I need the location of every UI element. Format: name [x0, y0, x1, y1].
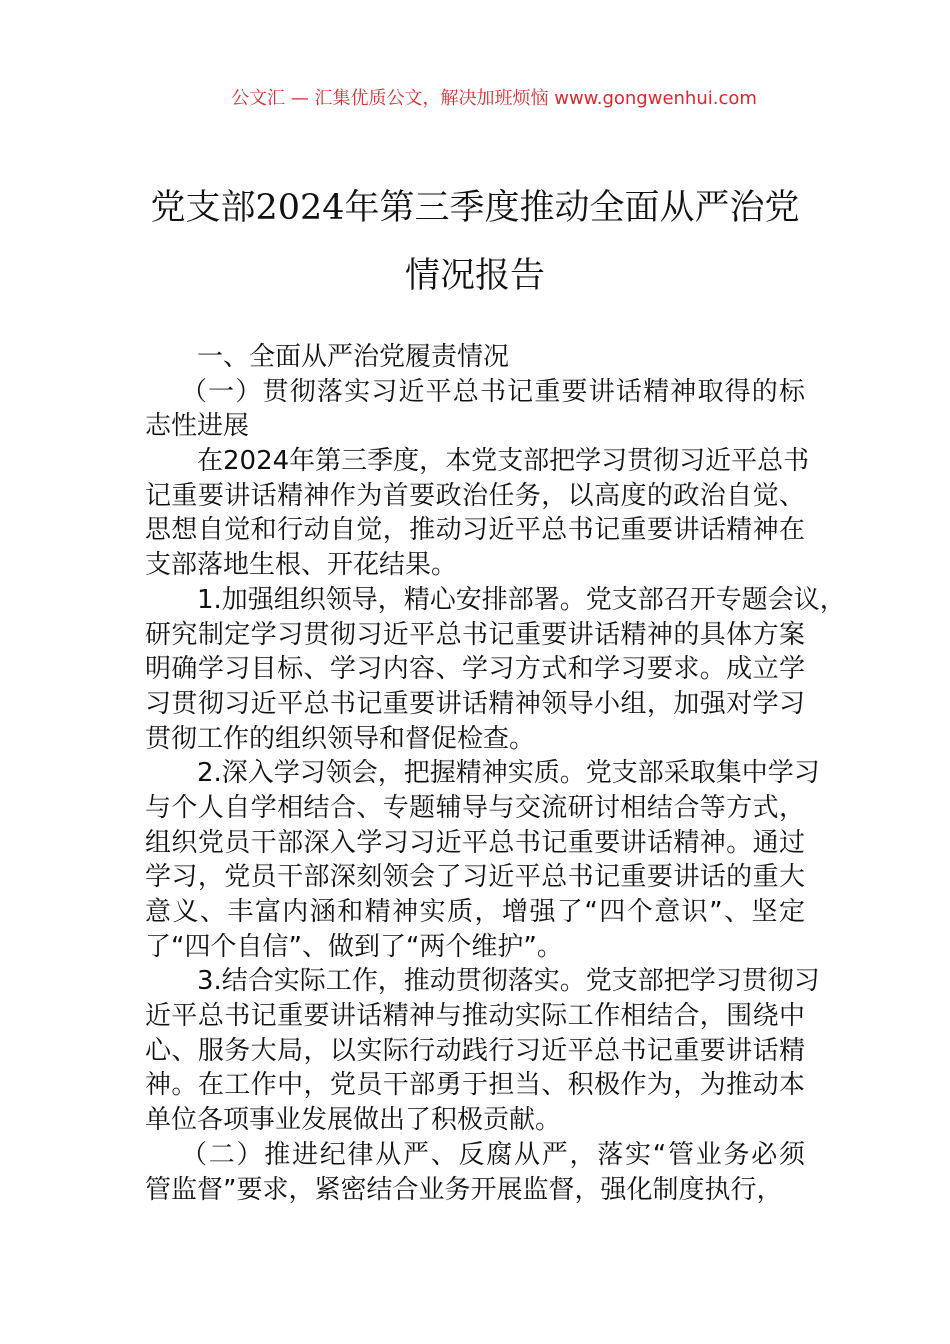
text-line: 组织党员干部深入学习习近平总书记重要讲话精神。通过	[145, 827, 805, 858]
text-line: 了“四个自信”、做到了“两个维护”。	[145, 931, 563, 962]
paragraph	[145, 444, 810, 583]
text-line: 研究制定学习贯彻习近平总书记重要讲话精神的具体方案	[145, 619, 805, 650]
text-line: 与个人自学相结合、专题辅导与交流研讨相结合等方式，	[145, 792, 805, 823]
text-line: 习贯彻习近平总书记重要讲话精神领导小组，加强对学习	[145, 688, 805, 719]
text-line: 支部落地生根、开花结果。	[145, 550, 458, 581]
watermark-banner: 公文汇 — 汇集优质公文，解决加班烦恼 www.gongwenhui.com	[231, 88, 757, 109]
text-line: 学习，党员干部深刻领会了习近平总书记重要讲话的重大	[145, 862, 805, 893]
text-line: 记重要讲话精神作为首要政治任务，以高度的政治自觉、	[145, 480, 805, 511]
paragraph	[145, 756, 820, 964]
text-line: 1.加强组织领导，精心安排部署。党支部召开专题会议，	[197, 584, 846, 615]
text-line: 神。在工作中，党员干部勇于担当、积极作为，为推动本	[145, 1070, 805, 1101]
text-line: 思想自觉和行动自觉，推动习近平总书记重要讲话精神在	[145, 515, 805, 546]
text-line: 贯彻工作的组织领导和督促检查。	[145, 723, 536, 754]
text-line: （一）贯彻落实习近平总书记重要讲话精神取得的标	[181, 376, 805, 407]
text-line: 2.深入学习领会，把握精神实质。党支部采取集中学习	[197, 758, 820, 789]
text-line: 心、服务大局，以实际行动践行习近平总书记重要讲话精	[145, 1035, 805, 1066]
text-line: 在2024年第三季度，本党支部把学习贯彻习近平总书	[197, 446, 810, 477]
paragraph	[145, 964, 820, 1137]
paragraph	[145, 583, 846, 756]
text-line: 一、全面从严治党履责情况	[197, 342, 510, 372]
document-title-line-1: 党支部2024年第三季度推动全面从严治党	[150, 188, 800, 228]
text-line: 明确学习目标、学习内容、学习方式和学习要求。成立学	[145, 654, 805, 685]
paragraph	[145, 1138, 805, 1207]
paragraph	[145, 375, 805, 444]
text-line: 3.结合实际工作，推动贯彻落实。党支部把学习贯彻习	[197, 966, 820, 997]
document-title-line-2: 情况报告	[404, 256, 545, 296]
paragraph	[145, 340, 805, 375]
text-line: 意义、丰富内涵和精神实质，增强了“四个意识”、坚定	[145, 897, 805, 927]
document-body	[145, 340, 846, 1207]
text-line: 志性进展	[145, 411, 250, 442]
text-line: 管监督”要求，紧密结合业务开展监督，强化制度执行，	[145, 1174, 783, 1205]
text-line: 单位各项事业发展做出了积极贡献。	[145, 1105, 562, 1136]
text-line: 近平总书记重要讲话精神与推动实际工作相结合，围绕中	[145, 1001, 805, 1032]
text-line: （二）推进纪律从严、反腐从严，落实“管业务必须	[181, 1139, 805, 1170]
